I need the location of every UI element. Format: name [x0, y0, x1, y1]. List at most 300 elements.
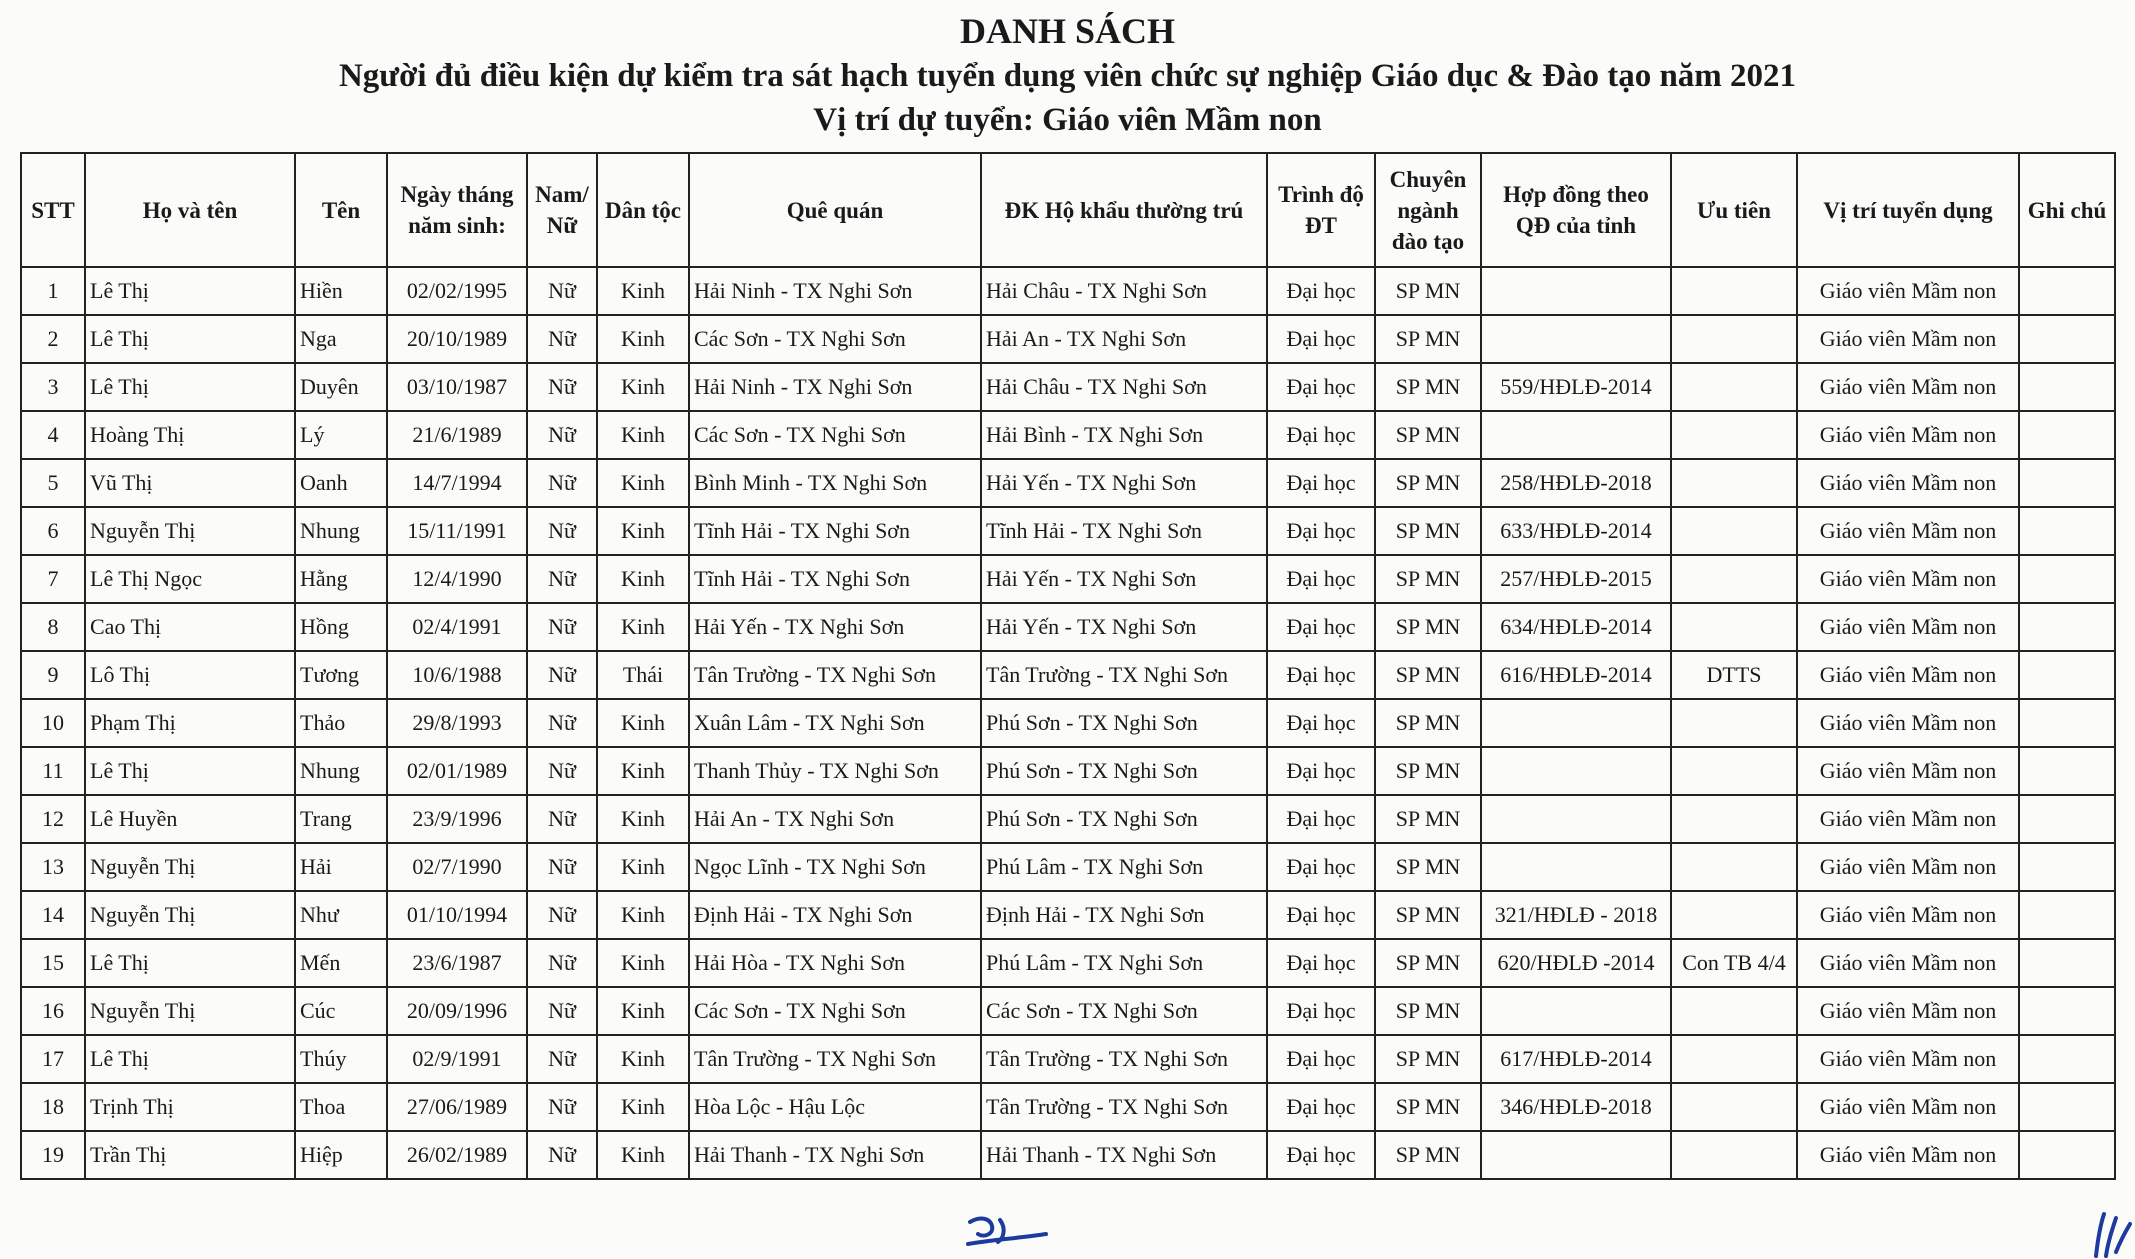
cell-vi-tri: Giáo viên Mầm non — [1797, 987, 2019, 1035]
col-header-ho-va-ten: Họ và tên — [85, 153, 295, 267]
cell-ghi-chu — [2019, 939, 2115, 987]
cell-chuyen-nganh: SP MN — [1375, 939, 1481, 987]
cell-ho-va-ten: Lê Thị — [85, 939, 295, 987]
cell-ngay-sinh: 03/10/1987 — [387, 363, 527, 411]
cell-ten: Nga — [295, 315, 387, 363]
cell-ngay-sinh: 02/02/1995 — [387, 267, 527, 315]
cell-trinh-do: Đại học — [1267, 315, 1375, 363]
cell-que-quan: Hải Ninh - TX Nghi Sơn — [689, 267, 981, 315]
cell-que-quan: Hải Ninh - TX Nghi Sơn — [689, 363, 981, 411]
cell-vi-tri: Giáo viên Mầm non — [1797, 939, 2019, 987]
signature-mark — [960, 1212, 1050, 1252]
table-row — [21, 363, 2115, 411]
col-header-dan-toc: Dân tộc — [597, 153, 689, 267]
cell-ho-khau: Tân Trường - TX Nghi Sơn — [981, 1035, 1267, 1083]
cell-ho-va-ten: Lê Thị — [85, 1035, 295, 1083]
cell-gioi-tinh: Nữ — [527, 1131, 597, 1179]
cell-gioi-tinh: Nữ — [527, 843, 597, 891]
cell-ngay-sinh: 10/6/1988 — [387, 651, 527, 699]
cell-vi-tri: Giáo viên Mầm non — [1797, 363, 2019, 411]
table-row — [21, 1035, 2115, 1083]
cell-ho-va-ten: Hoàng Thị — [85, 411, 295, 459]
cell-stt: 18 — [21, 1083, 85, 1131]
col-header-chuyen-nganh: Chuyên ngành đào tạo — [1375, 153, 1481, 267]
cell-gioi-tinh: Nữ — [527, 507, 597, 555]
cell-ghi-chu — [2019, 987, 2115, 1035]
cell-que-quan: Tĩnh Hải - TX Nghi Sơn — [689, 507, 981, 555]
cell-gioi-tinh: Nữ — [527, 1083, 597, 1131]
cell-stt: 5 — [21, 459, 85, 507]
cell-trinh-do: Đại học — [1267, 1083, 1375, 1131]
cell-ten: Oanh — [295, 459, 387, 507]
cell-trinh-do: Đại học — [1267, 747, 1375, 795]
cell-hop-dong: 346/HĐLĐ-2018 — [1481, 1083, 1671, 1131]
cell-gioi-tinh: Nữ — [527, 411, 597, 459]
cell-ho-khau: Hải Yến - TX Nghi Sơn — [981, 459, 1267, 507]
cell-ho-va-ten: Nguyễn Thị — [85, 507, 295, 555]
cell-chuyen-nganh: SP MN — [1375, 699, 1481, 747]
cell-ghi-chu — [2019, 1035, 2115, 1083]
cell-ho-va-ten: Trần Thị — [85, 1131, 295, 1179]
cell-ho-khau: Định Hải - TX Nghi Sơn — [981, 891, 1267, 939]
cell-stt: 13 — [21, 843, 85, 891]
cell-gioi-tinh: Nữ — [527, 603, 597, 651]
cell-stt: 16 — [21, 987, 85, 1035]
cell-que-quan: Xuân Lâm - TX Nghi Sơn — [689, 699, 981, 747]
cell-uu-tien: Con TB 4/4 — [1671, 939, 1797, 987]
cell-ghi-chu — [2019, 603, 2115, 651]
cell-gioi-tinh: Nữ — [527, 891, 597, 939]
cell-uu-tien — [1671, 507, 1797, 555]
cell-que-quan: Hải Hòa - TX Nghi Sơn — [689, 939, 981, 987]
cell-ngay-sinh: 21/6/1989 — [387, 411, 527, 459]
cell-ten: Mến — [295, 939, 387, 987]
cell-hop-dong: 321/HĐLĐ - 2018 — [1481, 891, 1671, 939]
cell-vi-tri: Giáo viên Mầm non — [1797, 651, 2019, 699]
cell-ho-khau: Các Sơn - TX Nghi Sơn — [981, 987, 1267, 1035]
cell-uu-tien — [1671, 363, 1797, 411]
cell-dan-toc: Kinh — [597, 1083, 689, 1131]
cell-ngay-sinh: 20/09/1996 — [387, 987, 527, 1035]
cell-ngay-sinh: 20/10/1989 — [387, 315, 527, 363]
cell-vi-tri: Giáo viên Mầm non — [1797, 1131, 2019, 1179]
cell-ghi-chu — [2019, 1083, 2115, 1131]
cell-ghi-chu — [2019, 843, 2115, 891]
cell-vi-tri: Giáo viên Mầm non — [1797, 267, 2019, 315]
cell-ho-khau: Phú Sơn - TX Nghi Sơn — [981, 747, 1267, 795]
cell-que-quan: Các Sơn - TX Nghi Sơn — [689, 315, 981, 363]
cell-que-quan: Các Sơn - TX Nghi Sơn — [689, 987, 981, 1035]
cell-ghi-chu — [2019, 747, 2115, 795]
cell-ho-va-ten: Lê Huyền — [85, 795, 295, 843]
cell-vi-tri: Giáo viên Mầm non — [1797, 315, 2019, 363]
cell-stt: 17 — [21, 1035, 85, 1083]
cell-ho-khau: Tĩnh Hải - TX Nghi Sơn — [981, 507, 1267, 555]
cell-dan-toc: Kinh — [597, 795, 689, 843]
cell-trinh-do: Đại học — [1267, 555, 1375, 603]
cell-ghi-chu — [2019, 459, 2115, 507]
cell-uu-tien — [1671, 411, 1797, 459]
cell-hop-dong: 620/HĐLĐ -2014 — [1481, 939, 1671, 987]
cell-dan-toc: Kinh — [597, 363, 689, 411]
cell-que-quan: Hải Thanh - TX Nghi Sơn — [689, 1131, 981, 1179]
cell-dan-toc: Kinh — [597, 891, 689, 939]
cell-chuyen-nganh: SP MN — [1375, 315, 1481, 363]
table-row — [21, 1083, 2115, 1131]
cell-hop-dong: 634/HĐLĐ-2014 — [1481, 603, 1671, 651]
cell-que-quan: Thanh Thủy - TX Nghi Sơn — [689, 747, 981, 795]
cell-chuyen-nganh: SP MN — [1375, 1131, 1481, 1179]
cell-vi-tri: Giáo viên Mầm non — [1797, 699, 2019, 747]
cell-ho-va-ten: Lê Thị — [85, 747, 295, 795]
cell-ho-khau: Phú Sơn - TX Nghi Sơn — [981, 795, 1267, 843]
cell-ten: Thúy — [295, 1035, 387, 1083]
cell-gioi-tinh: Nữ — [527, 651, 597, 699]
cell-stt: 10 — [21, 699, 85, 747]
cell-gioi-tinh: Nữ — [527, 459, 597, 507]
cell-vi-tri: Giáo viên Mầm non — [1797, 411, 2019, 459]
cell-trinh-do: Đại học — [1267, 507, 1375, 555]
cell-hop-dong — [1481, 699, 1671, 747]
cell-ten: Hải — [295, 843, 387, 891]
table-row — [21, 699, 2115, 747]
col-header-ten: Tên — [295, 153, 387, 267]
cell-ghi-chu — [2019, 555, 2115, 603]
cell-chuyen-nganh: SP MN — [1375, 795, 1481, 843]
col-header-ghi-chu: Ghi chú — [2019, 153, 2115, 267]
col-header-ho-khau: ĐK Hộ khẩu thường trú — [981, 153, 1267, 267]
cell-que-quan: Các Sơn - TX Nghi Sơn — [689, 411, 981, 459]
cell-ngay-sinh: 26/02/1989 — [387, 1131, 527, 1179]
cell-ten: Hằng — [295, 555, 387, 603]
cell-ten: Thoa — [295, 1083, 387, 1131]
cell-stt: 6 — [21, 507, 85, 555]
cell-ghi-chu — [2019, 363, 2115, 411]
cell-chuyen-nganh: SP MN — [1375, 1083, 1481, 1131]
cell-chuyen-nganh: SP MN — [1375, 603, 1481, 651]
cell-stt: 15 — [21, 939, 85, 987]
cell-ten: Cúc — [295, 987, 387, 1035]
cell-ten: Tương — [295, 651, 387, 699]
cell-hop-dong: 257/HĐLĐ-2015 — [1481, 555, 1671, 603]
cell-ngay-sinh: 02/7/1990 — [387, 843, 527, 891]
cell-ghi-chu — [2019, 315, 2115, 363]
cell-dan-toc: Kinh — [597, 459, 689, 507]
cell-ho-khau: Hải Yến - TX Nghi Sơn — [981, 603, 1267, 651]
cell-hop-dong: 559/HĐLĐ-2014 — [1481, 363, 1671, 411]
cell-ghi-chu — [2019, 891, 2115, 939]
cell-ghi-chu — [2019, 651, 2115, 699]
cell-ngay-sinh: 02/9/1991 — [387, 1035, 527, 1083]
document-subtitle: Người đủ điều kiện dự kiểm tra sát hạch tuyển dụng viên chức sự nghiệp Giáo dục & Đào tạo năm 2021 — [338, 58, 1797, 94]
cell-chuyen-nganh: SP MN — [1375, 555, 1481, 603]
cell-uu-tien — [1671, 795, 1797, 843]
cell-chuyen-nganh: SP MN — [1375, 747, 1481, 795]
cell-trinh-do: Đại học — [1267, 267, 1375, 315]
cell-ghi-chu — [2019, 411, 2115, 459]
table-row — [21, 939, 2115, 987]
cell-uu-tien — [1671, 603, 1797, 651]
cell-ghi-chu — [2019, 267, 2115, 315]
table-header-row — [21, 153, 2115, 267]
cell-uu-tien: DTTS — [1671, 651, 1797, 699]
cell-stt: 2 — [21, 315, 85, 363]
cell-vi-tri: Giáo viên Mầm non — [1797, 795, 2019, 843]
cell-hop-dong — [1481, 747, 1671, 795]
cell-ten: Thảo — [295, 699, 387, 747]
table-row — [21, 747, 2115, 795]
cell-ngay-sinh: 02/01/1989 — [387, 747, 527, 795]
table-row — [21, 555, 2115, 603]
cell-dan-toc: Kinh — [597, 411, 689, 459]
cell-ngay-sinh: 14/7/1994 — [387, 459, 527, 507]
cell-trinh-do: Đại học — [1267, 891, 1375, 939]
cell-stt: 1 — [21, 267, 85, 315]
cell-stt: 7 — [21, 555, 85, 603]
cell-chuyen-nganh: SP MN — [1375, 267, 1481, 315]
cell-stt: 9 — [21, 651, 85, 699]
table-row — [21, 1131, 2115, 1179]
table-row — [21, 843, 2115, 891]
cell-que-quan: Ngọc Lĩnh - TX Nghi Sơn — [689, 843, 981, 891]
cell-que-quan: Tĩnh Hải - TX Nghi Sơn — [689, 555, 981, 603]
cell-gioi-tinh: Nữ — [527, 1035, 597, 1083]
cell-hop-dong — [1481, 1131, 1671, 1179]
cell-ngay-sinh: 02/4/1991 — [387, 603, 527, 651]
cell-uu-tien — [1671, 459, 1797, 507]
cell-stt: 3 — [21, 363, 85, 411]
cell-chuyen-nganh: SP MN — [1375, 1035, 1481, 1083]
cell-trinh-do: Đại học — [1267, 603, 1375, 651]
cell-uu-tien — [1671, 267, 1797, 315]
cell-trinh-do: Đại học — [1267, 795, 1375, 843]
col-header-ngay-sinh: Ngày tháng năm sinh: — [387, 153, 527, 267]
cell-ten: Hiệp — [295, 1131, 387, 1179]
cell-ho-va-ten: Vũ Thị — [85, 459, 295, 507]
cell-ngay-sinh: 12/4/1990 — [387, 555, 527, 603]
cell-ngay-sinh: 01/10/1994 — [387, 891, 527, 939]
document-title: DANH SÁCH — [959, 11, 1175, 51]
col-header-que-quan: Quê quán — [689, 153, 981, 267]
cell-ho-khau: Tân Trường - TX Nghi Sơn — [981, 651, 1267, 699]
cell-ngay-sinh: 27/06/1989 — [387, 1083, 527, 1131]
cell-ten: Hồng — [295, 603, 387, 651]
cell-uu-tien — [1671, 891, 1797, 939]
cell-hop-dong — [1481, 267, 1671, 315]
table-row — [21, 507, 2115, 555]
cell-chuyen-nganh: SP MN — [1375, 363, 1481, 411]
cell-ngay-sinh: 23/6/1987 — [387, 939, 527, 987]
cell-vi-tri: Giáo viên Mầm non — [1797, 891, 2019, 939]
cell-stt: 12 — [21, 795, 85, 843]
cell-hop-dong: 633/HĐLĐ-2014 — [1481, 507, 1671, 555]
cell-gioi-tinh: Nữ — [527, 987, 597, 1035]
cell-ho-va-ten: Lê Thị — [85, 363, 295, 411]
cell-uu-tien — [1671, 987, 1797, 1035]
cell-ho-va-ten: Lô Thị — [85, 651, 295, 699]
cell-trinh-do: Đại học — [1267, 1035, 1375, 1083]
cell-gioi-tinh: Nữ — [527, 363, 597, 411]
cell-ten: Duyên — [295, 363, 387, 411]
cell-uu-tien — [1671, 315, 1797, 363]
cell-ho-khau: Hải Châu - TX Nghi Sơn — [981, 363, 1267, 411]
cell-ho-va-ten: Nguyễn Thị — [85, 891, 295, 939]
cell-gioi-tinh: Nữ — [527, 795, 597, 843]
cell-dan-toc: Kinh — [597, 603, 689, 651]
cell-ngay-sinh: 23/9/1996 — [387, 795, 527, 843]
cell-gioi-tinh: Nữ — [527, 267, 597, 315]
cell-chuyen-nganh: SP MN — [1375, 507, 1481, 555]
cell-chuyen-nganh: SP MN — [1375, 411, 1481, 459]
cell-ghi-chu — [2019, 1131, 2115, 1179]
cell-hop-dong: 616/HĐLĐ-2014 — [1481, 651, 1671, 699]
cell-vi-tri: Giáo viên Mầm non — [1797, 459, 2019, 507]
cell-vi-tri: Giáo viên Mầm non — [1797, 747, 2019, 795]
cell-dan-toc: Kinh — [597, 507, 689, 555]
cell-gioi-tinh: Nữ — [527, 699, 597, 747]
col-header-vi-tri: Vị trí tuyển dụng — [1797, 153, 2019, 267]
cell-chuyen-nganh: SP MN — [1375, 459, 1481, 507]
cell-ngay-sinh: 15/11/1991 — [387, 507, 527, 555]
cell-que-quan: Bình Minh - TX Nghi Sơn — [689, 459, 981, 507]
cell-ho-khau: Hải An - TX Nghi Sơn — [981, 315, 1267, 363]
cell-dan-toc: Kinh — [597, 1035, 689, 1083]
cell-ten: Như — [295, 891, 387, 939]
table-row — [21, 651, 2115, 699]
cell-ho-khau: Phú Lâm - TX Nghi Sơn — [981, 843, 1267, 891]
col-header-gioi-tinh: Nam/ Nữ — [527, 153, 597, 267]
cell-ten: Hiền — [295, 267, 387, 315]
cell-dan-toc: Kinh — [597, 843, 689, 891]
cell-ten: Nhung — [295, 747, 387, 795]
cell-ho-khau: Hải Bình - TX Nghi Sơn — [981, 411, 1267, 459]
cell-dan-toc: Thái — [597, 651, 689, 699]
cell-chuyen-nganh: SP MN — [1375, 843, 1481, 891]
table-row — [21, 795, 2115, 843]
cell-dan-toc: Kinh — [597, 555, 689, 603]
cell-stt: 8 — [21, 603, 85, 651]
cell-que-quan: Tân Trường - TX Nghi Sơn — [689, 651, 981, 699]
cell-uu-tien — [1671, 1131, 1797, 1179]
cell-que-quan: Hòa Lộc - Hậu Lộc — [689, 1083, 981, 1131]
cell-hop-dong — [1481, 843, 1671, 891]
cell-trinh-do: Đại học — [1267, 411, 1375, 459]
cell-gioi-tinh: Nữ — [527, 315, 597, 363]
cell-vi-tri: Giáo viên Mầm non — [1797, 1083, 2019, 1131]
cell-uu-tien — [1671, 555, 1797, 603]
cell-dan-toc: Kinh — [597, 1131, 689, 1179]
col-header-hop-dong: Hợp đồng theo QĐ của tỉnh — [1481, 153, 1671, 267]
cell-dan-toc: Kinh — [597, 939, 689, 987]
cell-hop-dong: 258/HĐLĐ-2018 — [1481, 459, 1671, 507]
cell-trinh-do: Đại học — [1267, 699, 1375, 747]
col-header-uu-tien: Ưu tiên — [1671, 153, 1797, 267]
cell-vi-tri: Giáo viên Mầm non — [1797, 507, 2019, 555]
cell-hop-dong: 617/HĐLĐ-2014 — [1481, 1035, 1671, 1083]
table-row — [21, 987, 2115, 1035]
table-row — [21, 459, 2115, 507]
cell-uu-tien — [1671, 843, 1797, 891]
cell-dan-toc: Kinh — [597, 747, 689, 795]
cell-dan-toc: Kinh — [597, 315, 689, 363]
cell-ngay-sinh: 29/8/1993 — [387, 699, 527, 747]
cell-ghi-chu — [2019, 507, 2115, 555]
cell-ten: Trang — [295, 795, 387, 843]
candidate-table — [20, 152, 2116, 1180]
cell-ho-va-ten: Cao Thị — [85, 603, 295, 651]
cell-ten: Nhung — [295, 507, 387, 555]
cell-uu-tien — [1671, 1035, 1797, 1083]
cell-ghi-chu — [2019, 699, 2115, 747]
cell-trinh-do: Đại học — [1267, 651, 1375, 699]
cell-uu-tien — [1671, 747, 1797, 795]
cell-ho-va-ten: Lê Thị Ngọc — [85, 555, 295, 603]
cell-gioi-tinh: Nữ — [527, 555, 597, 603]
signature-mark-2 — [2088, 1208, 2132, 1258]
cell-que-quan: Định Hải - TX Nghi Sơn — [689, 891, 981, 939]
cell-trinh-do: Đại học — [1267, 843, 1375, 891]
cell-hop-dong — [1481, 411, 1671, 459]
cell-gioi-tinh: Nữ — [527, 939, 597, 987]
cell-ghi-chu — [2019, 795, 2115, 843]
cell-trinh-do: Đại học — [1267, 939, 1375, 987]
cell-vi-tri: Giáo viên Mầm non — [1797, 603, 2019, 651]
cell-ho-va-ten: Phạm Thị — [85, 699, 295, 747]
cell-ho-va-ten: Nguyễn Thị — [85, 843, 295, 891]
cell-stt: 11 — [21, 747, 85, 795]
cell-que-quan: Tân Trường - TX Nghi Sơn — [689, 1035, 981, 1083]
cell-ten: Lý — [295, 411, 387, 459]
cell-que-quan: Hải An - TX Nghi Sơn — [689, 795, 981, 843]
cell-ho-khau: Phú Lâm - TX Nghi Sơn — [981, 939, 1267, 987]
table-row — [21, 315, 2115, 363]
cell-vi-tri: Giáo viên Mầm non — [1797, 555, 2019, 603]
position-heading: Vị trí dự tuyển: Giáo viên Mầm non — [813, 102, 1322, 138]
cell-ho-va-ten: Lê Thị — [85, 267, 295, 315]
cell-ho-khau: Tân Trường - TX Nghi Sơn — [981, 1083, 1267, 1131]
cell-ho-khau: Hải Châu - TX Nghi Sơn — [981, 267, 1267, 315]
col-header-stt: STT — [21, 153, 85, 267]
cell-hop-dong — [1481, 987, 1671, 1035]
cell-dan-toc: Kinh — [597, 699, 689, 747]
cell-chuyen-nganh: SP MN — [1375, 987, 1481, 1035]
cell-hop-dong — [1481, 795, 1671, 843]
cell-chuyen-nganh: SP MN — [1375, 891, 1481, 939]
cell-ho-khau: Hải Yến - TX Nghi Sơn — [981, 555, 1267, 603]
cell-ho-va-ten: Lê Thị — [85, 315, 295, 363]
table-row — [21, 411, 2115, 459]
cell-vi-tri: Giáo viên Mầm non — [1797, 843, 2019, 891]
cell-uu-tien — [1671, 699, 1797, 747]
cell-gioi-tinh: Nữ — [527, 747, 597, 795]
cell-stt: 4 — [21, 411, 85, 459]
cell-stt: 19 — [21, 1131, 85, 1179]
cell-dan-toc: Kinh — [597, 987, 689, 1035]
cell-ho-khau: Phú Sơn - TX Nghi Sơn — [981, 699, 1267, 747]
cell-chuyen-nganh: SP MN — [1375, 651, 1481, 699]
table-row — [21, 267, 2115, 315]
table-row — [21, 891, 2115, 939]
cell-trinh-do: Đại học — [1267, 1131, 1375, 1179]
table-row — [21, 603, 2115, 651]
cell-que-quan: Hải Yến - TX Nghi Sơn — [689, 603, 981, 651]
col-header-trinh-do: Trình độ ĐT — [1267, 153, 1375, 267]
cell-trinh-do: Đại học — [1267, 459, 1375, 507]
cell-trinh-do: Đại học — [1267, 363, 1375, 411]
cell-vi-tri: Giáo viên Mầm non — [1797, 1035, 2019, 1083]
cell-ho-khau: Hải Thanh - TX Nghi Sơn — [981, 1131, 1267, 1179]
cell-stt: 14 — [21, 891, 85, 939]
